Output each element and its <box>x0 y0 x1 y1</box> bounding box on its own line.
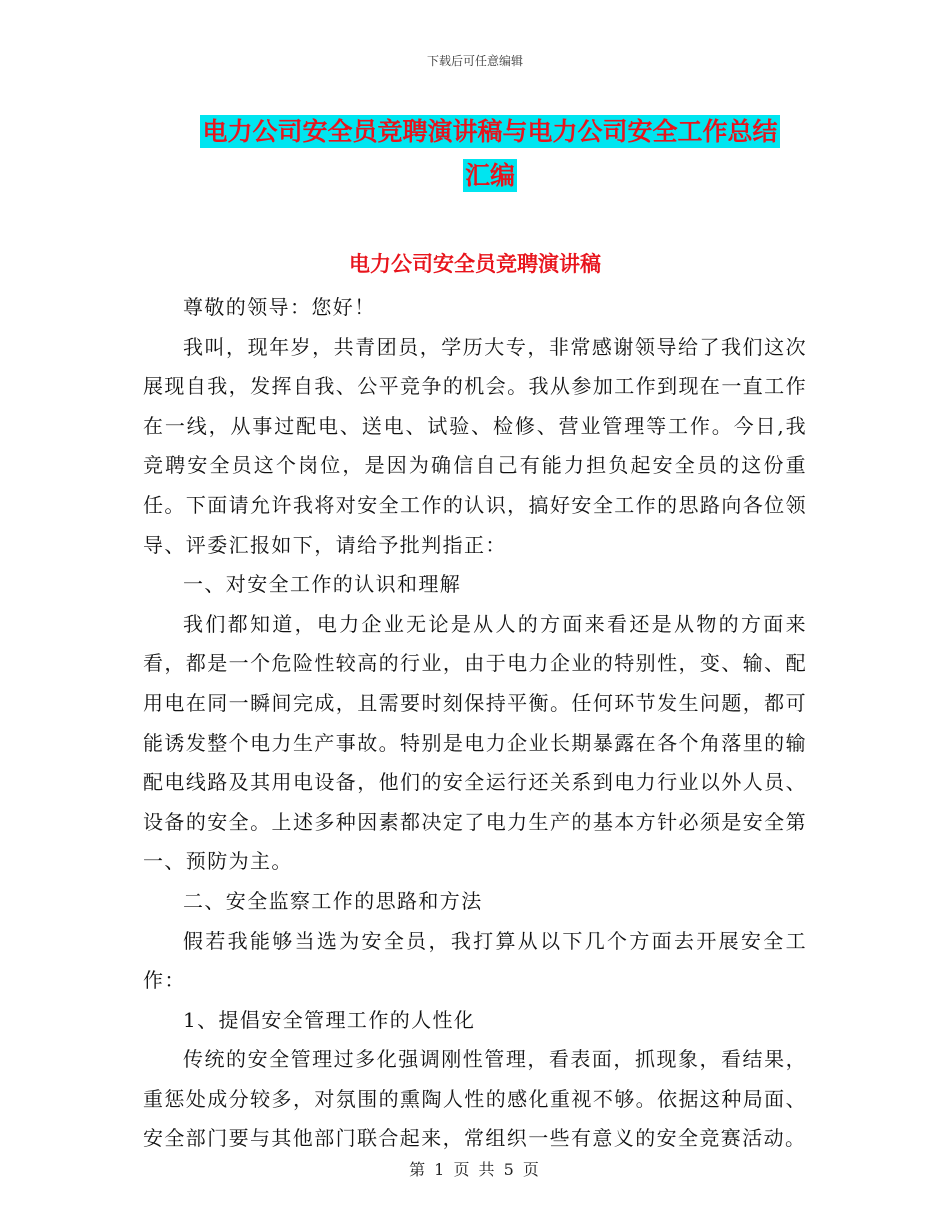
document-body <box>143 288 807 1159</box>
paragraph: 尊敬的领导：您好！ <box>183 295 376 319</box>
main-title <box>140 110 840 198</box>
section-heading: 二、安全监察工作的思路和方法 <box>183 888 483 913</box>
main-title-line1: 电力公司安全员竞聘演讲稿与电力公司安全工作总结 <box>202 117 778 146</box>
paragraph: 传统的安全管理过多化强调刚性管理，看表面，抓现象，看结果，重惩处成分较多，对氛围的熏陶人性的感化重视不够。依据这种局面、安全部门要与其他部门联合起来，常组织一些有意义的安全竞赛活动。 <box>143 1047 807 1151</box>
header-note: 下载后可任意编辑 <box>426 54 523 68</box>
paragraph: 我叫，现年岁，共青团员，学历大专，非常感谢领导给了我们这次展现自我，发挥自我、公平竞争的机会。我从参加工作到现在一直工作在一线，从事过配电、送电、试验、检修、营业管理等工作。今日,我竞聘安全员这个岗位，是因为确信自己有能力担负起安全员的这份重任。下面请允许我将对安全工作的认识，搞好安全工作的思路向各位领导、评委汇报如下，请给予批判指正： <box>143 334 807 557</box>
main-title-line2: 汇编 <box>464 161 515 190</box>
paragraph: 我们都知道，电力企业无论是从人的方面来看还是从物的方面来看，都是一个危险性较高的行业，由于电力企业的特别性，变、输、配用电在同一瞬间完成，且需要时刻保持平衡。任何环节发生问题，都可能诱发整个电力生产事故。特别是电力企业长期暴露在各个角落里的输配电线路及其用电设备，他们的安全运行还关系到电力行业以外人员、设备的安全。上述多种因素都决定了电力生产的基本方针必须是安全第一、预防为主。 <box>143 611 807 874</box>
section-heading: 一、对安全工作的认识和理解 <box>183 572 462 597</box>
subsection-heading: 1、提倡安全管理工作的人性化 <box>183 1007 476 1032</box>
page-footer: 第 1 页 共 5 页 <box>409 1160 541 1179</box>
paragraph: 假若我能够当选为安全员，我打算从以下几个方面去开展安全工作： <box>143 928 807 993</box>
section-title: 电力公司安全员竞聘演讲稿 <box>349 251 601 276</box>
